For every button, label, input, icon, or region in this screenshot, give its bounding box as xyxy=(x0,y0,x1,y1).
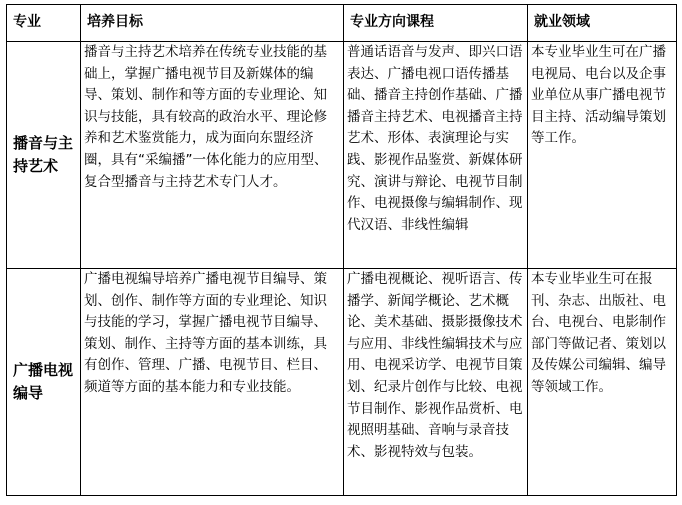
header-goal: 培养目标 xyxy=(81,5,344,42)
employment-cell: 本专业毕业生可在报刊、杂志、出版社、电台、电视台、电影制作部门等做记者、策划以及传媒公司编辑、编导等领域工作。 xyxy=(528,269,677,496)
goal-cell: 广播电视编导培养广播电视节目编导、策划、创作、制作等方面的专业理论、知识与技能的学习，掌握广播电视节目编导、策划、制作、主持等方面的基本训练，具有创作、管理、广播、电视节目、栏目、频道等方面的基本能力和专业技能。 xyxy=(81,269,344,496)
table-row xyxy=(7,42,677,269)
table-row xyxy=(7,269,677,496)
header-courses: 专业方向课程 xyxy=(344,5,528,42)
major-name-cell: 广播电视编导 xyxy=(7,269,81,496)
courses-cell: 广播电视概论、视听语言、传播学、新闻学概论、艺术概论、美术基础、摄影摄像技术与应用、非线性编辑技术与应用、电视采访学、电视节目策划、纪录片创作与比较、电视节目制作、影视作品赏析、电视照明基础、音响与录音技术、影视特效与包装。 xyxy=(344,269,528,496)
majors-table xyxy=(6,4,677,496)
major-name-cell: 播音与主持艺术 xyxy=(7,42,81,269)
header-employment: 就业领域 xyxy=(528,5,677,42)
goal-cell: 播音与主持艺术培养在传统专业技能的基础上，掌握广播电视节目及新媒体的编导、策划、制作和等方面的专业理论、知识与技能，具有较高的政治水平、理论修养和艺术鉴赏能力，成为面向东盟经济圈，具有“采编播”一体化能力的应用型、复合型播音与主持艺术专门人才。 xyxy=(81,42,344,269)
courses-cell: 普通话语音与发声、即兴口语表达、广播电视口语传播基础、播音主持创作基础、广播播音主持艺术、电视播音主持艺术、形体、表演理论与实践、影视作品鉴赏、新媒体研究、演讲与辩论、电视节目制作、电视摄像与编辑制作、现代汉语、非线性编辑 xyxy=(344,42,528,269)
header-major: 专业 xyxy=(7,5,81,42)
employment-cell: 本专业毕业生可在广播电视局、电台以及企事业单位从事广播电视节目主持、活动编导策划等工作。 xyxy=(528,42,677,269)
table-header-row xyxy=(7,5,677,42)
